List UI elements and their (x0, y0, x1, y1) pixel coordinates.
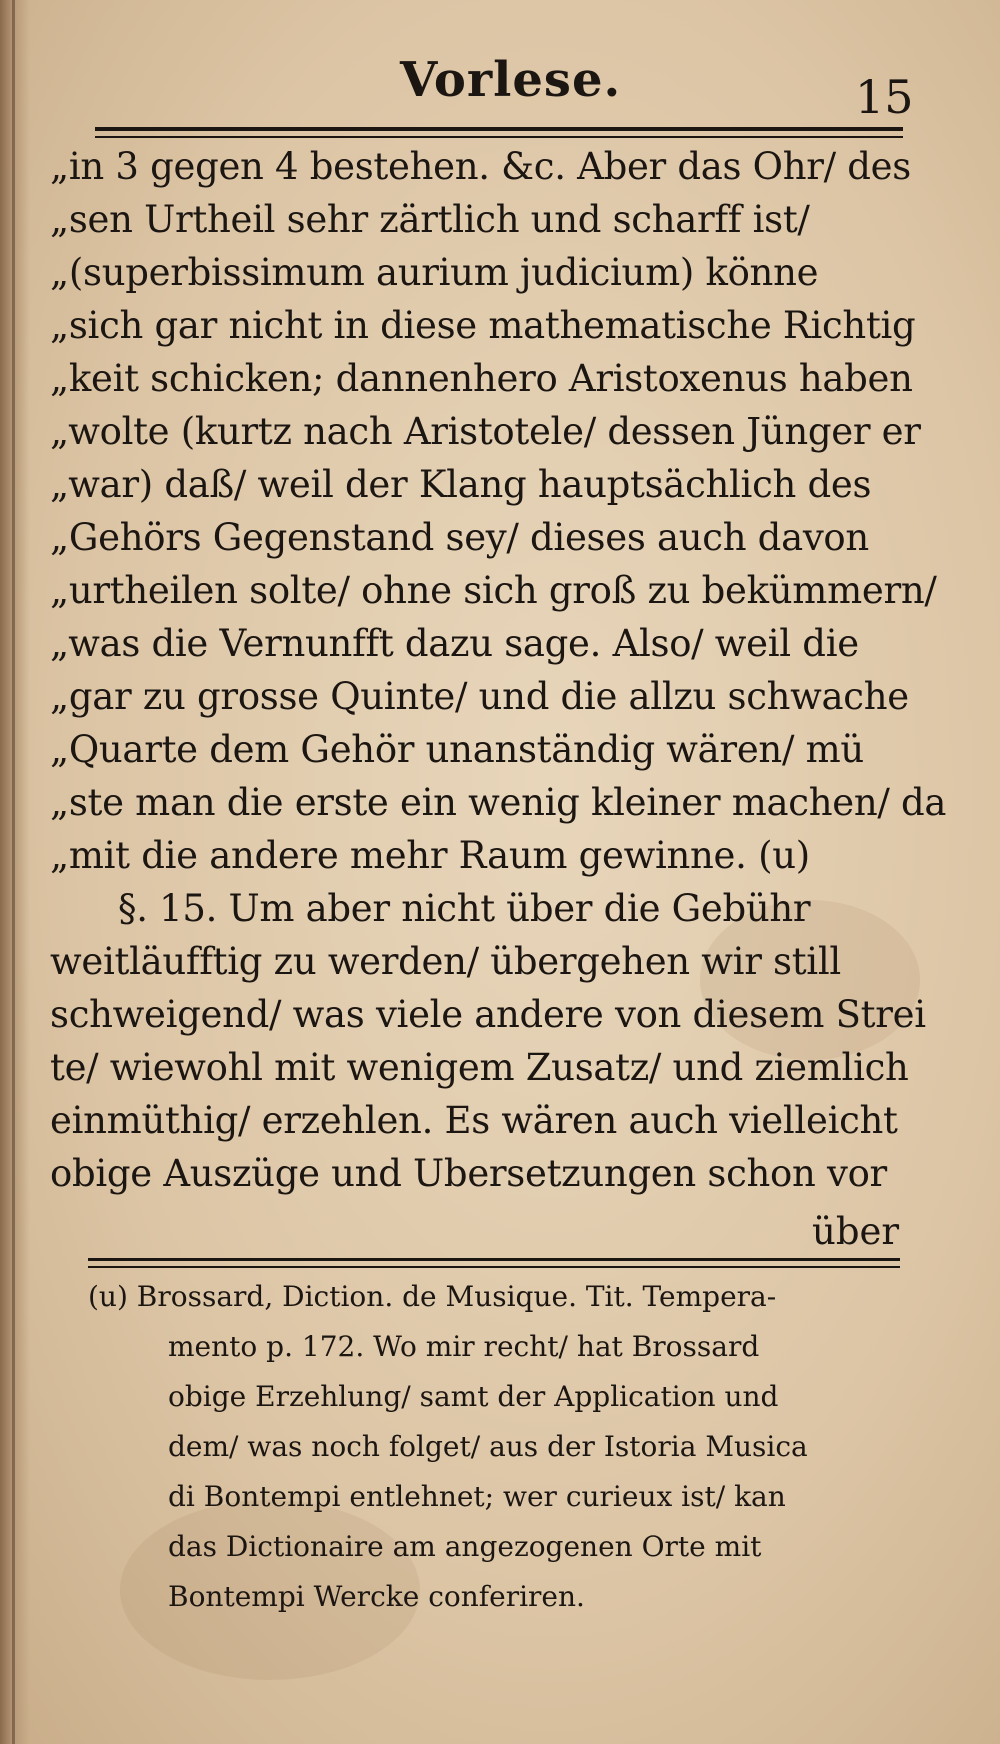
page-gutter (0, 0, 30, 1744)
text-line: „war) daß/ weil der Klang hauptsächlich des (50, 463, 872, 506)
text-line: „in 3 gegen 4 bestehen. &c. Aber das Ohr/ des (50, 145, 911, 188)
footnote-rule (88, 1258, 900, 1268)
text-line: „mit die andere mehr Raum gewinne. (u) (50, 834, 810, 877)
text-line: „Quarte dem Gehör unanständig wären/ mü (50, 728, 864, 771)
text-line: schweigend/ was viele andere von diesem Strei (50, 993, 926, 1036)
footnote (88, 1272, 948, 1622)
text-line: „(superbissimum aurium judicium) könne (50, 251, 819, 294)
text-line: „urtheilen solte/ ohne sich groß zu bekümmern/ (50, 569, 937, 612)
footnote-line: di Bontempi entlehnet; wer curieux ist/ kan (168, 1480, 786, 1513)
text-line: weitläufftig zu werden/ übergehen wir still (50, 940, 841, 983)
text-line: „sen Urtheil sehr zärtlich und scharff ist/ (50, 198, 810, 241)
page-number: 15 (855, 70, 914, 124)
text-line: „wolte (kurtz nach Aristotele/ dessen Jünger er (50, 410, 921, 453)
text-line: te/ wiewohl mit wenigem Zusatz/ und ziemlich (50, 1046, 909, 1089)
text-line: einmüthig/ erzehlen. Es wären auch vielleicht (50, 1099, 898, 1142)
footnote-line: (u) Brossard, Diction. de Musique. Tit. Tempera- (88, 1280, 777, 1313)
text-line: „gar zu grosse Quinte/ und die allzu schwache (50, 675, 909, 718)
text-line: „ste man die erste ein wenig kleiner machen/ da (50, 781, 947, 824)
section-heading-line: §. 15. Um aber nicht über die Gebühr (118, 887, 811, 930)
catchword: über (812, 1210, 900, 1253)
footnote-line: dem/ was noch folget/ aus der Istoria Musica (168, 1430, 808, 1463)
header-rule (95, 127, 903, 138)
text-line: „keit schicken; dannenhero Aristoxenus haben (50, 357, 913, 400)
running-head: Vorlese. (400, 52, 622, 108)
footnote-line: das Dictionaire am angezogenen Orte mit (168, 1530, 762, 1563)
text-line: „sich gar nicht in diese mathematische Richtig (50, 304, 916, 347)
text-line: obige Auszüge und Ubersetzungen schon vor (50, 1152, 887, 1195)
gutter-edge (12, 0, 15, 1744)
text-line: „Gehörs Gegenstand sey/ dieses auch davon (50, 516, 869, 559)
main-text (50, 140, 950, 1200)
footnote-line: Bontempi Wercke conferiren. (168, 1580, 585, 1613)
text-line: „was die Vernunfft dazu sage. Also/ weil die (50, 622, 859, 665)
footnote-line: obige Erzehlung/ samt der Application und (168, 1380, 779, 1413)
footnote-line: mento p. 172. Wo mir recht/ hat Brossard (168, 1330, 760, 1363)
